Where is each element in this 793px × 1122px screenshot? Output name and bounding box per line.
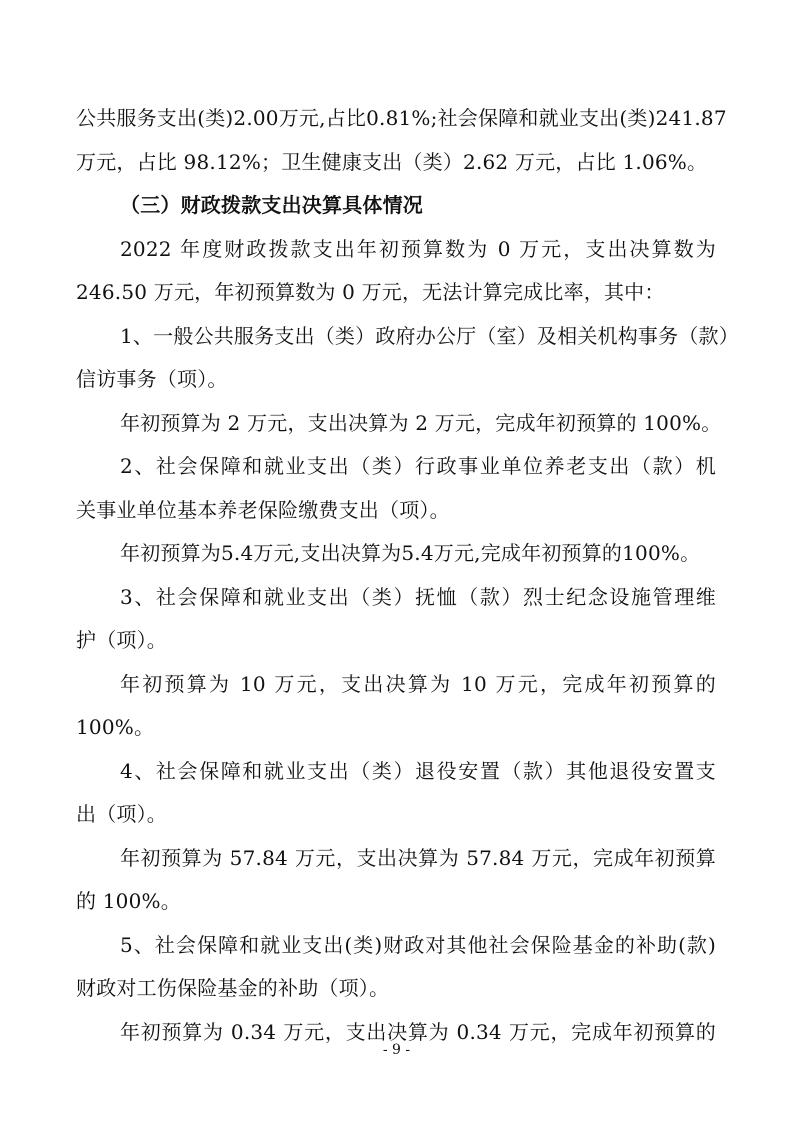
item-3-detail-line-1: 年初预算为 10 万元，支出决算为 10 万元，完成年初预算的 (120, 671, 716, 696)
item-2-detail: 年初预算为5.4万元,支出决算为5.4万元,完成年初预算的100%。 (120, 541, 701, 565)
item-3-detail-line-2: 100%。 (76, 715, 155, 739)
item-4-line-2: 出（项）。 (76, 802, 167, 826)
paragraph-line-1: 公共服务支出(类)2.00万元,占比0.81%;社会保障和就业支出(类)241.87 (76, 106, 727, 130)
item-3-line-1: 3、社会保障和就业支出（类）抚恤（款）烈士纪念设施管理维 (120, 584, 716, 609)
paragraph-line-3: 2022 年度财政拨款支出年初预算数为 0 万元，支出决算数为 (120, 236, 716, 261)
item-4-detail-line-1: 年初预算为 57.84 万元，支出决算为 57.84 万元，完成年初预算 (120, 845, 716, 870)
item-1-line-1: 1、一般公共服务支出（类）政府办公厅（室）及相关机构事务（款） (120, 323, 739, 348)
item-2-line-1: 2、社会保障和就业支出（类）行政事业单位养老支出（款）机 (120, 454, 716, 478)
paragraph-line-4: 246.50 万元，年初预算数为 0 万元，无法计算完成比率，其中： (76, 280, 665, 304)
item-1-line-2: 信访事务（项）。 (76, 367, 228, 391)
page-number: - 9 - (382, 1042, 411, 1058)
section-heading: （三）财政拨款支出决算具体情况 (120, 193, 423, 217)
item-2-line-2: 关事业单位基本养老保险缴费支出（项）。 (76, 497, 450, 522)
item-5-line-2: 财政对工伤保险基金的补助（项）。 (76, 976, 390, 1000)
item-5-line-1: 5、社会保障和就业支出(类)财政对其他社会保险基金的补助(款) (120, 932, 716, 957)
item-3-line-2: 护（项）。 (76, 628, 167, 652)
item-5-detail: 年初预算为 0.34 万元，支出决算为 0.34 万元，完成年初预算的 (120, 1019, 716, 1044)
item-4-detail-line-2: 的 100%。 (76, 889, 181, 913)
item-4-line-1: 4、社会保障和就业支出（类）退役安置（款）其他退役安置支 (120, 758, 716, 783)
paragraph-line-2: 万元，占比 98.12%；卫生健康支出（类）2.62 万元，占比 1.06%。 (76, 149, 708, 174)
item-1-detail: 年初预算为 2 万元，支出决算为 2 万元，完成年初预算的 100%。 (120, 410, 722, 435)
